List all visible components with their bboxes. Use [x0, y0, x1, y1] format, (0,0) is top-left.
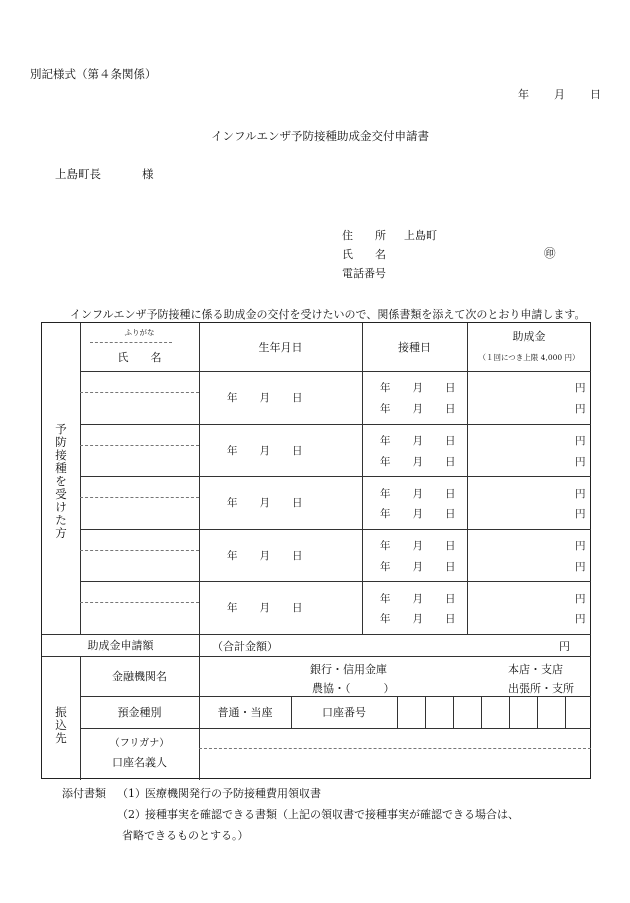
- intro-text: インフルエンザ予防接種に係る助成金の交付を受けたいので、関係書類を添えて次のとおり申請します。: [70, 308, 586, 321]
- vacc-day: 日: [445, 613, 456, 625]
- vacc-month: 月: [412, 613, 423, 625]
- vacc-day: 日: [445, 593, 456, 605]
- attachment-2-text-line1: 接種事実を確認できる書類（上記の領収書で接種事実が確認できる場合は、: [145, 808, 519, 821]
- vacc-day: 日: [445, 403, 456, 415]
- vacc-year: 年: [380, 540, 391, 552]
- birth-day: 日: [292, 392, 303, 404]
- yen-unit: 円: [575, 382, 586, 394]
- vacc-year: 年: [380, 561, 391, 573]
- account-holder-label: 口座名義人: [112, 756, 167, 769]
- total-value-label: （合計金額）: [212, 640, 278, 653]
- vacc-day: 日: [445, 488, 456, 500]
- vacc-year: 年: [380, 435, 391, 447]
- vacc-month: 月: [412, 540, 423, 552]
- attachment-1-text: 医療機関発行の予防接種費用領収書: [145, 787, 321, 800]
- yen-unit: 円: [575, 488, 586, 500]
- grant-note: （１回につき上限 4,000 円）: [478, 352, 580, 362]
- phone-label: 電話番号: [342, 267, 386, 280]
- yen-unit: 円: [575, 540, 586, 552]
- vacc-day: 日: [445, 540, 456, 552]
- date-year-label: 年: [518, 88, 529, 101]
- name-label: 氏 名: [342, 248, 386, 261]
- addressee-honorific: 様: [142, 167, 154, 181]
- recipient-side-label: 予 防 接 種 を 受 け た 方: [55, 422, 67, 540]
- vacc-day: 日: [445, 561, 456, 573]
- yen-unit: 円: [575, 403, 586, 415]
- yen-unit: 円: [575, 613, 586, 625]
- vacc-day: 日: [445, 435, 456, 447]
- bank-side-label: 振 込 先: [55, 705, 67, 745]
- birth-month: 月: [259, 445, 270, 457]
- birth-day: 日: [292, 550, 303, 562]
- vacc-year: 年: [380, 456, 391, 468]
- kana-label: （フリガナ）: [109, 737, 170, 749]
- vacc-month: 月: [412, 382, 423, 394]
- total-unit: 円: [559, 640, 570, 653]
- vacc-year: 年: [380, 593, 391, 605]
- vaccination-header: 接種日: [398, 341, 431, 354]
- name-header: 氏 名: [117, 351, 162, 364]
- application-table: [41, 322, 591, 779]
- birth-year: 年: [227, 445, 238, 457]
- vacc-year: 年: [380, 382, 391, 394]
- vacc-year: 年: [380, 403, 391, 415]
- date-day-label: 日: [590, 88, 601, 101]
- birth-year: 年: [227, 550, 238, 562]
- address-label: 住 所: [342, 229, 386, 242]
- attachments-label: 添付書類: [62, 787, 106, 800]
- attachment-2-number: （2）: [117, 808, 146, 821]
- grant-header: 助成金: [512, 330, 546, 343]
- document-title: インフルエンザ予防接種助成金交付申請書: [211, 129, 430, 143]
- deposit-label: 預金種別: [117, 706, 162, 719]
- birth-month: 月: [259, 392, 270, 404]
- address-value: 上島町: [404, 229, 437, 242]
- vacc-day: 日: [445, 382, 456, 394]
- date-month-label: 月: [554, 88, 565, 101]
- vacc-month: 月: [412, 508, 423, 520]
- deposit-value: 普通・当座: [217, 706, 273, 719]
- seal-mark: ㊞: [544, 246, 556, 260]
- yen-unit: 円: [575, 561, 586, 573]
- bank-types: 銀行・信用金庫: [310, 663, 387, 676]
- branch-types-2: 出張所・支所: [508, 682, 574, 695]
- birth-year: 年: [227, 497, 238, 509]
- birth-year: 年: [227, 602, 238, 614]
- vacc-year: 年: [380, 613, 391, 625]
- institution-label: 金融機関名: [112, 670, 167, 683]
- vacc-month: 月: [412, 561, 423, 573]
- vacc-year: 年: [380, 508, 391, 520]
- birth-day: 日: [292, 602, 303, 614]
- agri-coop: 農協・（ ）: [312, 682, 395, 695]
- form-label: 別記様式（第４条関係）: [30, 67, 157, 81]
- addressee-name: 上島町長: [55, 167, 101, 181]
- account-number-label: 口座番号: [322, 706, 366, 719]
- birth-month: 月: [259, 550, 270, 562]
- birth-year: 年: [227, 392, 238, 404]
- vacc-month: 月: [412, 435, 423, 447]
- yen-unit: 円: [575, 435, 586, 447]
- yen-unit: 円: [575, 593, 586, 605]
- total-label: 助成金申請額: [87, 639, 154, 652]
- vacc-day: 日: [445, 456, 456, 468]
- attachment-2-text-line2: 省略できるものとする。）: [122, 829, 249, 842]
- birth-day: 日: [292, 445, 303, 457]
- vacc-month: 月: [412, 403, 423, 415]
- vacc-year: 年: [380, 488, 391, 500]
- vacc-day: 日: [445, 508, 456, 520]
- vacc-month: 月: [412, 593, 423, 605]
- yen-unit: 円: [575, 456, 586, 468]
- birth-month: 月: [259, 602, 270, 614]
- branch-types: 本店・支店: [508, 663, 563, 676]
- birth-month: 月: [259, 497, 270, 509]
- vacc-month: 月: [412, 456, 423, 468]
- attachment-1-number: （1）: [117, 787, 146, 800]
- yen-unit: 円: [575, 508, 586, 520]
- furigana-header: ふりがな: [124, 327, 155, 337]
- birth-day: 日: [292, 497, 303, 509]
- vacc-month: 月: [412, 488, 423, 500]
- birth-header: 生年月日: [258, 341, 303, 354]
